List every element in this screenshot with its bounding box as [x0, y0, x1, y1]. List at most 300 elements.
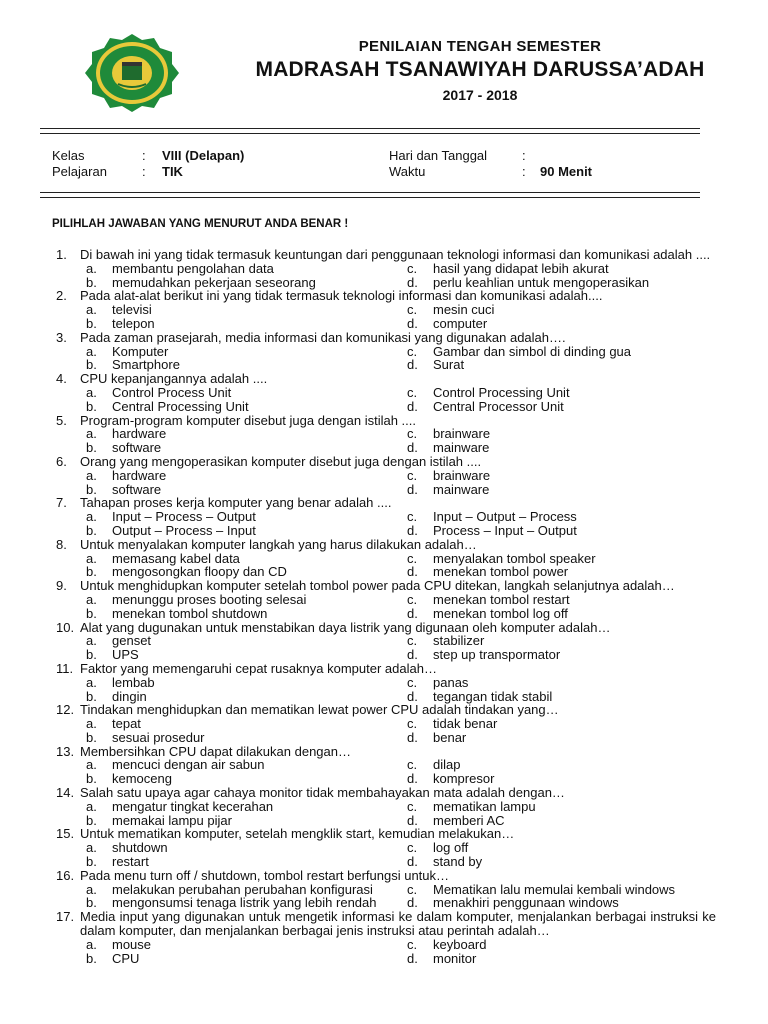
- option-d[interactable]: [407, 952, 476, 966]
- option-d[interactable]: [407, 483, 489, 497]
- option-b[interactable]: [86, 441, 161, 455]
- option-b[interactable]: [86, 731, 205, 745]
- option-d[interactable]: [407, 814, 505, 828]
- option-text: software: [112, 440, 162, 456]
- option-d[interactable]: [407, 400, 564, 414]
- option-letter: b.: [86, 522, 97, 538]
- option-text: Control Processing Unit: [433, 384, 570, 400]
- question-text: Faktor yang memengaruhi cepat rusaknya komputer adalah…: [80, 660, 437, 676]
- question-number: 15.: [56, 826, 75, 842]
- option-letter: d.: [407, 895, 418, 911]
- question-number: 8.: [56, 536, 67, 552]
- option-d[interactable]: [407, 690, 552, 704]
- kelas-value: VIII (Delapan): [162, 148, 245, 163]
- question-number: 9.: [56, 578, 67, 594]
- option-row: [56, 386, 716, 400]
- question-text: Pada zaman prasejarah, media informasi dan komunikasi yang digunakan adalah….: [80, 329, 566, 345]
- option-row: [56, 772, 716, 786]
- option-text: menekan tombol power: [433, 564, 569, 580]
- option-row: [56, 800, 716, 814]
- option-row: [56, 427, 716, 441]
- option-row: [56, 938, 716, 952]
- option-d[interactable]: [407, 441, 489, 455]
- question-number: 12.: [56, 702, 75, 718]
- option-b[interactable]: [86, 607, 267, 621]
- option-b[interactable]: [86, 896, 377, 910]
- divider-middle-2: [40, 197, 700, 198]
- question-item: [56, 745, 716, 759]
- option-text: menyalakan tombol speaker: [433, 550, 596, 566]
- option-c[interactable]: [407, 427, 490, 441]
- option-text: memberi AC: [433, 812, 505, 828]
- header-exam-title: PENILAIAN TENGAH SEMESTER: [358, 38, 602, 55]
- option-text: mematikan lampu: [433, 798, 536, 814]
- option-letter: c.: [407, 757, 418, 773]
- question-number: 5.: [56, 412, 67, 428]
- option-c[interactable]: [407, 510, 577, 524]
- option-a[interactable]: [86, 303, 152, 317]
- option-d[interactable]: [407, 648, 560, 662]
- option-d[interactable]: [407, 358, 464, 372]
- option-letter: a.: [86, 343, 97, 359]
- divider-top: [40, 128, 700, 129]
- option-row: [56, 358, 716, 372]
- option-text: Smartphore: [112, 357, 180, 373]
- option-a[interactable]: [86, 676, 155, 690]
- option-letter: b.: [86, 440, 97, 456]
- option-letter: a.: [86, 840, 97, 856]
- option-text: Gambar dan simbol di dinding gua: [433, 343, 632, 359]
- question-item: [56, 786, 716, 800]
- option-letter: b.: [86, 771, 97, 787]
- option-c[interactable]: [407, 676, 468, 690]
- instruction-text: PILIHLAH JAWABAN YANG MENURUT ANDA BENAR !: [52, 218, 349, 230]
- question-number: 11.: [56, 660, 74, 676]
- option-row: [56, 469, 716, 483]
- option-letter: b.: [86, 481, 97, 497]
- option-c[interactable]: [407, 634, 484, 648]
- pelajaran-label: Pelajaran: [52, 164, 107, 179]
- option-text: benar: [433, 729, 467, 745]
- option-text: keyboard: [433, 936, 487, 952]
- option-a[interactable]: [86, 345, 168, 359]
- question-item: [56, 869, 716, 883]
- question-item: [56, 662, 716, 676]
- option-letter: a.: [86, 426, 97, 442]
- option-c[interactable]: [407, 758, 460, 772]
- question-text: Program-program komputer disebut juga dengan istilah ....: [80, 412, 417, 428]
- option-a[interactable]: [86, 552, 240, 566]
- option-d[interactable]: [407, 772, 494, 786]
- option-c[interactable]: [407, 883, 675, 897]
- option-letter: b.: [86, 729, 97, 745]
- option-text: sesuai prosedur: [112, 729, 205, 745]
- question-number: 3.: [56, 329, 67, 345]
- option-letter: d.: [407, 854, 418, 870]
- option-letter: b.: [86, 357, 97, 373]
- option-letter: b.: [86, 647, 97, 663]
- option-letter: a.: [86, 302, 97, 318]
- option-row: [56, 690, 716, 704]
- option-text: dingin: [112, 688, 147, 704]
- option-letter: c.: [407, 426, 418, 442]
- divider-middle: [40, 192, 700, 193]
- question-text: Untuk menghidupkan komputer setelah tombol power pada CPU ditekan, langkah selanjutnya adalah…: [80, 578, 675, 594]
- option-text: restart: [112, 854, 149, 870]
- option-a[interactable]: [86, 386, 231, 400]
- option-text: memudahkan pekerjaan seseorang: [112, 274, 316, 290]
- option-row: [56, 841, 716, 855]
- option-row: [56, 758, 716, 772]
- option-letter: a.: [86, 881, 97, 897]
- option-text: Central Processing Unit: [112, 398, 249, 414]
- option-text: kemoceng: [112, 771, 172, 787]
- option-row: [56, 676, 716, 690]
- option-row: [56, 524, 716, 538]
- option-c[interactable]: [407, 386, 570, 400]
- option-row: [56, 731, 716, 745]
- question-text: Untuk menyalakan komputer langkah yang harus dilakukan adalah…: [80, 536, 477, 552]
- option-d[interactable]: [407, 896, 619, 910]
- option-letter: c.: [407, 384, 418, 400]
- option-letter: d.: [407, 605, 418, 621]
- option-text: Process – Input – Output: [433, 522, 577, 538]
- option-letter: c.: [407, 798, 418, 814]
- question-item: [56, 331, 716, 345]
- option-letter: a.: [86, 798, 97, 814]
- option-a[interactable]: [86, 883, 373, 897]
- option-row: [56, 510, 716, 524]
- option-b[interactable]: [86, 952, 139, 966]
- option-letter: d.: [407, 812, 418, 828]
- option-text: menekan tombol shutdown: [112, 605, 268, 621]
- option-row: [56, 345, 716, 359]
- option-letter: c.: [407, 591, 418, 607]
- option-text: Central Processor Unit: [433, 398, 564, 414]
- option-d[interactable]: [407, 855, 482, 869]
- question-text: Media input yang digunakan untuk mengetik informasi ke dalam komputer, menjalankan berbagai instruksi ke dalam komputer, dan menjalankan berbagai jenis instruksi atau perintah adalah…: [80, 909, 716, 939]
- option-text: stand by: [433, 854, 483, 870]
- option-b[interactable]: [86, 855, 149, 869]
- option-text: mencuci dengan air sabun: [112, 757, 265, 773]
- option-letter: b.: [86, 812, 97, 828]
- question-text: Tahapan proses kerja komputer yang benar adalah ....: [80, 495, 392, 511]
- option-row: [56, 565, 716, 579]
- question-number: 10.: [56, 619, 75, 635]
- option-letter: d.: [407, 398, 418, 414]
- question-text: Membersihkan CPU dapat dilakukan dengan…: [80, 743, 351, 759]
- option-c[interactable]: [407, 552, 596, 566]
- option-text: software: [112, 481, 162, 497]
- question-text: Untuk mematikan komputer, setelah mengklik start, kemudian melakukan…: [80, 826, 515, 842]
- option-row: [56, 262, 716, 276]
- question-text: Pada menu turn off / shutdown, tombol restart berfungsi untuk…: [80, 867, 450, 883]
- option-letter: c.: [407, 716, 418, 732]
- option-letter: c.: [407, 509, 418, 525]
- option-b[interactable]: [86, 814, 232, 828]
- question-item: [56, 579, 716, 593]
- option-letter: b.: [86, 688, 97, 704]
- option-text: mesin cuci: [433, 302, 495, 318]
- option-row: [56, 303, 716, 317]
- question-item: [56, 248, 716, 262]
- question-number: 6.: [56, 453, 67, 469]
- option-letter: d.: [407, 274, 418, 290]
- option-text: hardware: [112, 467, 167, 483]
- option-row: [56, 483, 716, 497]
- option-text: Mematikan lalu memulai kembali windows: [433, 881, 676, 897]
- option-text: televisi: [112, 302, 152, 318]
- option-row: [56, 317, 716, 331]
- option-row: [56, 855, 716, 869]
- option-letter: b.: [86, 274, 97, 290]
- option-letter: c.: [407, 467, 418, 483]
- option-b[interactable]: [86, 400, 249, 414]
- school-logo: [84, 32, 180, 114]
- option-d[interactable]: [407, 607, 568, 621]
- option-text: telepon: [112, 315, 155, 331]
- option-c[interactable]: [407, 800, 536, 814]
- option-letter: d.: [407, 522, 418, 538]
- option-text: tepat: [112, 716, 141, 732]
- option-d[interactable]: [407, 276, 649, 290]
- option-text: tegangan tidak stabil: [433, 688, 553, 704]
- option-row: [56, 607, 716, 621]
- waktu-colon: :: [522, 164, 526, 179]
- question-number: 7.: [56, 495, 67, 511]
- question-text: Tindakan menghidupkan dan mematikan lewat power CPU adalah tindakan yang…: [80, 702, 559, 718]
- option-b[interactable]: [86, 276, 316, 290]
- pelajaran-value: TIK: [162, 164, 183, 179]
- option-letter: d.: [407, 771, 418, 787]
- option-a[interactable]: [86, 841, 168, 855]
- option-text: computer: [433, 315, 488, 331]
- option-text: Input – Output – Process: [433, 509, 577, 525]
- option-c[interactable]: [407, 345, 631, 359]
- question-item: [56, 414, 716, 428]
- option-text: UPS: [112, 647, 139, 663]
- option-text: menekan tombol restart: [433, 591, 570, 607]
- question-item: [56, 827, 716, 841]
- option-text: memakai lampu pijar: [112, 812, 232, 828]
- option-row: [56, 441, 716, 455]
- option-letter: d.: [407, 729, 418, 745]
- option-letter: a.: [86, 509, 97, 525]
- option-letter: a.: [86, 716, 97, 732]
- waktu-value: 90 Menit: [540, 164, 593, 179]
- option-c[interactable]: [407, 303, 494, 317]
- question-number: 16.: [56, 867, 75, 883]
- option-letter: a.: [86, 633, 97, 649]
- option-letter: a.: [86, 384, 97, 400]
- question-item: [56, 621, 716, 635]
- option-text: hardware: [112, 426, 167, 442]
- option-c[interactable]: [407, 469, 490, 483]
- option-letter: b.: [86, 398, 97, 414]
- option-d[interactable]: [407, 317, 487, 331]
- option-letter: a.: [86, 674, 97, 690]
- option-text: panas: [433, 674, 469, 690]
- option-d[interactable]: [407, 524, 577, 538]
- option-text: melakukan perubahan perubahan konfigurasi: [112, 881, 373, 897]
- option-text: mainware: [433, 440, 490, 456]
- option-text: mengonsumsi tenaga listrik yang lebih rendah: [112, 895, 377, 911]
- option-letter: b.: [86, 854, 97, 870]
- option-letter: d.: [407, 950, 418, 966]
- option-c[interactable]: [407, 262, 609, 276]
- question-number: 4.: [56, 371, 67, 387]
- option-letter: c.: [407, 881, 418, 897]
- option-letter: a.: [86, 936, 97, 952]
- option-text: monitor: [433, 950, 477, 966]
- option-text: Surat: [433, 357, 465, 373]
- question-item: [56, 372, 716, 386]
- option-a[interactable]: [86, 593, 306, 607]
- option-text: CPU: [112, 950, 140, 966]
- kelas-colon: :: [142, 148, 146, 163]
- option-text: brainware: [433, 426, 491, 442]
- question-number: 2.: [56, 288, 67, 304]
- option-text: menakhiri penggunaan windows: [433, 895, 619, 911]
- question-number: 17.: [56, 909, 75, 925]
- option-a[interactable]: [86, 758, 265, 772]
- option-text: dilap: [433, 757, 461, 773]
- option-b[interactable]: [86, 317, 155, 331]
- option-letter: b.: [86, 564, 97, 580]
- option-a[interactable]: [86, 469, 166, 483]
- option-row: [56, 400, 716, 414]
- question-number: 14.: [56, 785, 75, 801]
- option-letter: c.: [407, 674, 418, 690]
- question-item: [56, 496, 716, 510]
- option-text: Control Process Unit: [112, 384, 232, 400]
- option-a[interactable]: [86, 427, 166, 441]
- option-c[interactable]: [407, 841, 468, 855]
- option-b[interactable]: [86, 483, 161, 497]
- option-letter: c.: [407, 840, 418, 856]
- divider-top-2: [40, 133, 700, 134]
- option-a[interactable]: [86, 800, 273, 814]
- option-b[interactable]: [86, 565, 287, 579]
- option-text: mengatur tingkat kecerahan: [112, 798, 274, 814]
- option-row: [56, 552, 716, 566]
- option-letter: b.: [86, 315, 97, 331]
- question-number: 13.: [56, 743, 75, 759]
- option-text: tidak benar: [433, 716, 498, 732]
- option-text: hasil yang didapat lebih akurat: [433, 260, 609, 276]
- option-b[interactable]: [86, 524, 256, 538]
- option-a[interactable]: [86, 510, 256, 524]
- option-letter: c.: [407, 343, 418, 359]
- question-list: [56, 248, 716, 965]
- option-letter: b.: [86, 895, 97, 911]
- option-a[interactable]: [86, 634, 151, 648]
- option-text: brainware: [433, 467, 491, 483]
- option-row: [56, 814, 716, 828]
- option-letter: a.: [86, 757, 97, 773]
- option-a[interactable]: [86, 717, 141, 731]
- option-b[interactable]: [86, 690, 147, 704]
- option-text: mengosongkan floopy dan CD: [112, 564, 287, 580]
- header-school-name: MADRASAH TSANAWIYAH DARUSSA’ADAH: [255, 58, 705, 81]
- question-text: Salah satu upaya agar cahaya monitor tidak membahayakan mata adalah dengan…: [80, 785, 565, 801]
- option-letter: d.: [407, 440, 418, 456]
- question-item: [56, 910, 716, 938]
- option-text: mainware: [433, 481, 490, 497]
- option-row: [56, 883, 716, 897]
- option-text: perlu keahlian untuk mengoperasikan: [433, 274, 650, 290]
- option-d[interactable]: [407, 565, 568, 579]
- option-row: [56, 717, 716, 731]
- option-row: [56, 593, 716, 607]
- option-text: mouse: [112, 936, 152, 952]
- option-text: shutdown: [112, 840, 168, 856]
- question-text: Alat yang dugunakan untuk menstabikan daya listrik yang digunaan oleh komputer adalah…: [80, 619, 611, 635]
- option-text: step up transpormator: [433, 647, 561, 663]
- option-c[interactable]: [407, 717, 497, 731]
- option-letter: b.: [86, 950, 97, 966]
- option-text: genset: [112, 633, 152, 649]
- option-letter: d.: [407, 315, 418, 331]
- option-letter: a.: [86, 591, 97, 607]
- option-text: stabilizer: [433, 633, 485, 649]
- option-letter: a.: [86, 260, 97, 276]
- question-item: [56, 538, 716, 552]
- option-text: Komputer: [112, 343, 169, 359]
- waktu-label: Waktu: [389, 164, 426, 179]
- option-text: memasang kabel data: [112, 550, 240, 566]
- option-text: Output – Process – Input: [112, 522, 256, 538]
- option-letter: d.: [407, 357, 418, 373]
- header-school-year: 2017 - 2018: [442, 87, 518, 103]
- option-text: membantu pengolahan data: [112, 260, 274, 276]
- option-row: [56, 952, 716, 966]
- option-letter: b.: [86, 605, 97, 621]
- option-text: kompresor: [433, 771, 495, 787]
- pelajaran-colon: :: [142, 164, 146, 179]
- option-b[interactable]: [86, 648, 139, 662]
- option-letter: d.: [407, 647, 418, 663]
- option-a[interactable]: [86, 262, 274, 276]
- question-text: CPU kepanjangannya adalah ....: [80, 371, 268, 387]
- option-text: log off: [433, 840, 469, 856]
- question-number: 1.: [56, 247, 67, 262]
- option-c[interactable]: [407, 593, 570, 607]
- question-text: Pada alat-alat berikut ini yang tidak termasuk teknologi informasi dan komunikasi adalah....: [80, 288, 603, 304]
- hari-label: Hari dan Tanggal: [389, 148, 488, 163]
- option-letter: a.: [86, 467, 97, 483]
- question-item: [56, 289, 716, 303]
- question-item: [56, 703, 716, 717]
- option-letter: c.: [407, 260, 418, 276]
- option-text: menekan tombol log off: [433, 605, 568, 621]
- option-letter: c.: [407, 302, 418, 318]
- option-letter: c.: [407, 936, 418, 952]
- kelas-label: Kelas: [52, 148, 85, 163]
- option-letter: c.: [407, 550, 418, 566]
- option-row: [56, 648, 716, 662]
- option-d[interactable]: [407, 731, 466, 745]
- option-c[interactable]: [407, 938, 486, 952]
- option-row: [56, 896, 716, 910]
- option-text: Input – Process – Output: [112, 509, 256, 525]
- option-letter: d.: [407, 564, 418, 580]
- option-letter: d.: [407, 481, 418, 497]
- option-b[interactable]: [86, 358, 180, 372]
- option-b[interactable]: [86, 772, 172, 786]
- option-a[interactable]: [86, 938, 151, 952]
- option-text: menunggu proses booting selesai: [112, 591, 307, 607]
